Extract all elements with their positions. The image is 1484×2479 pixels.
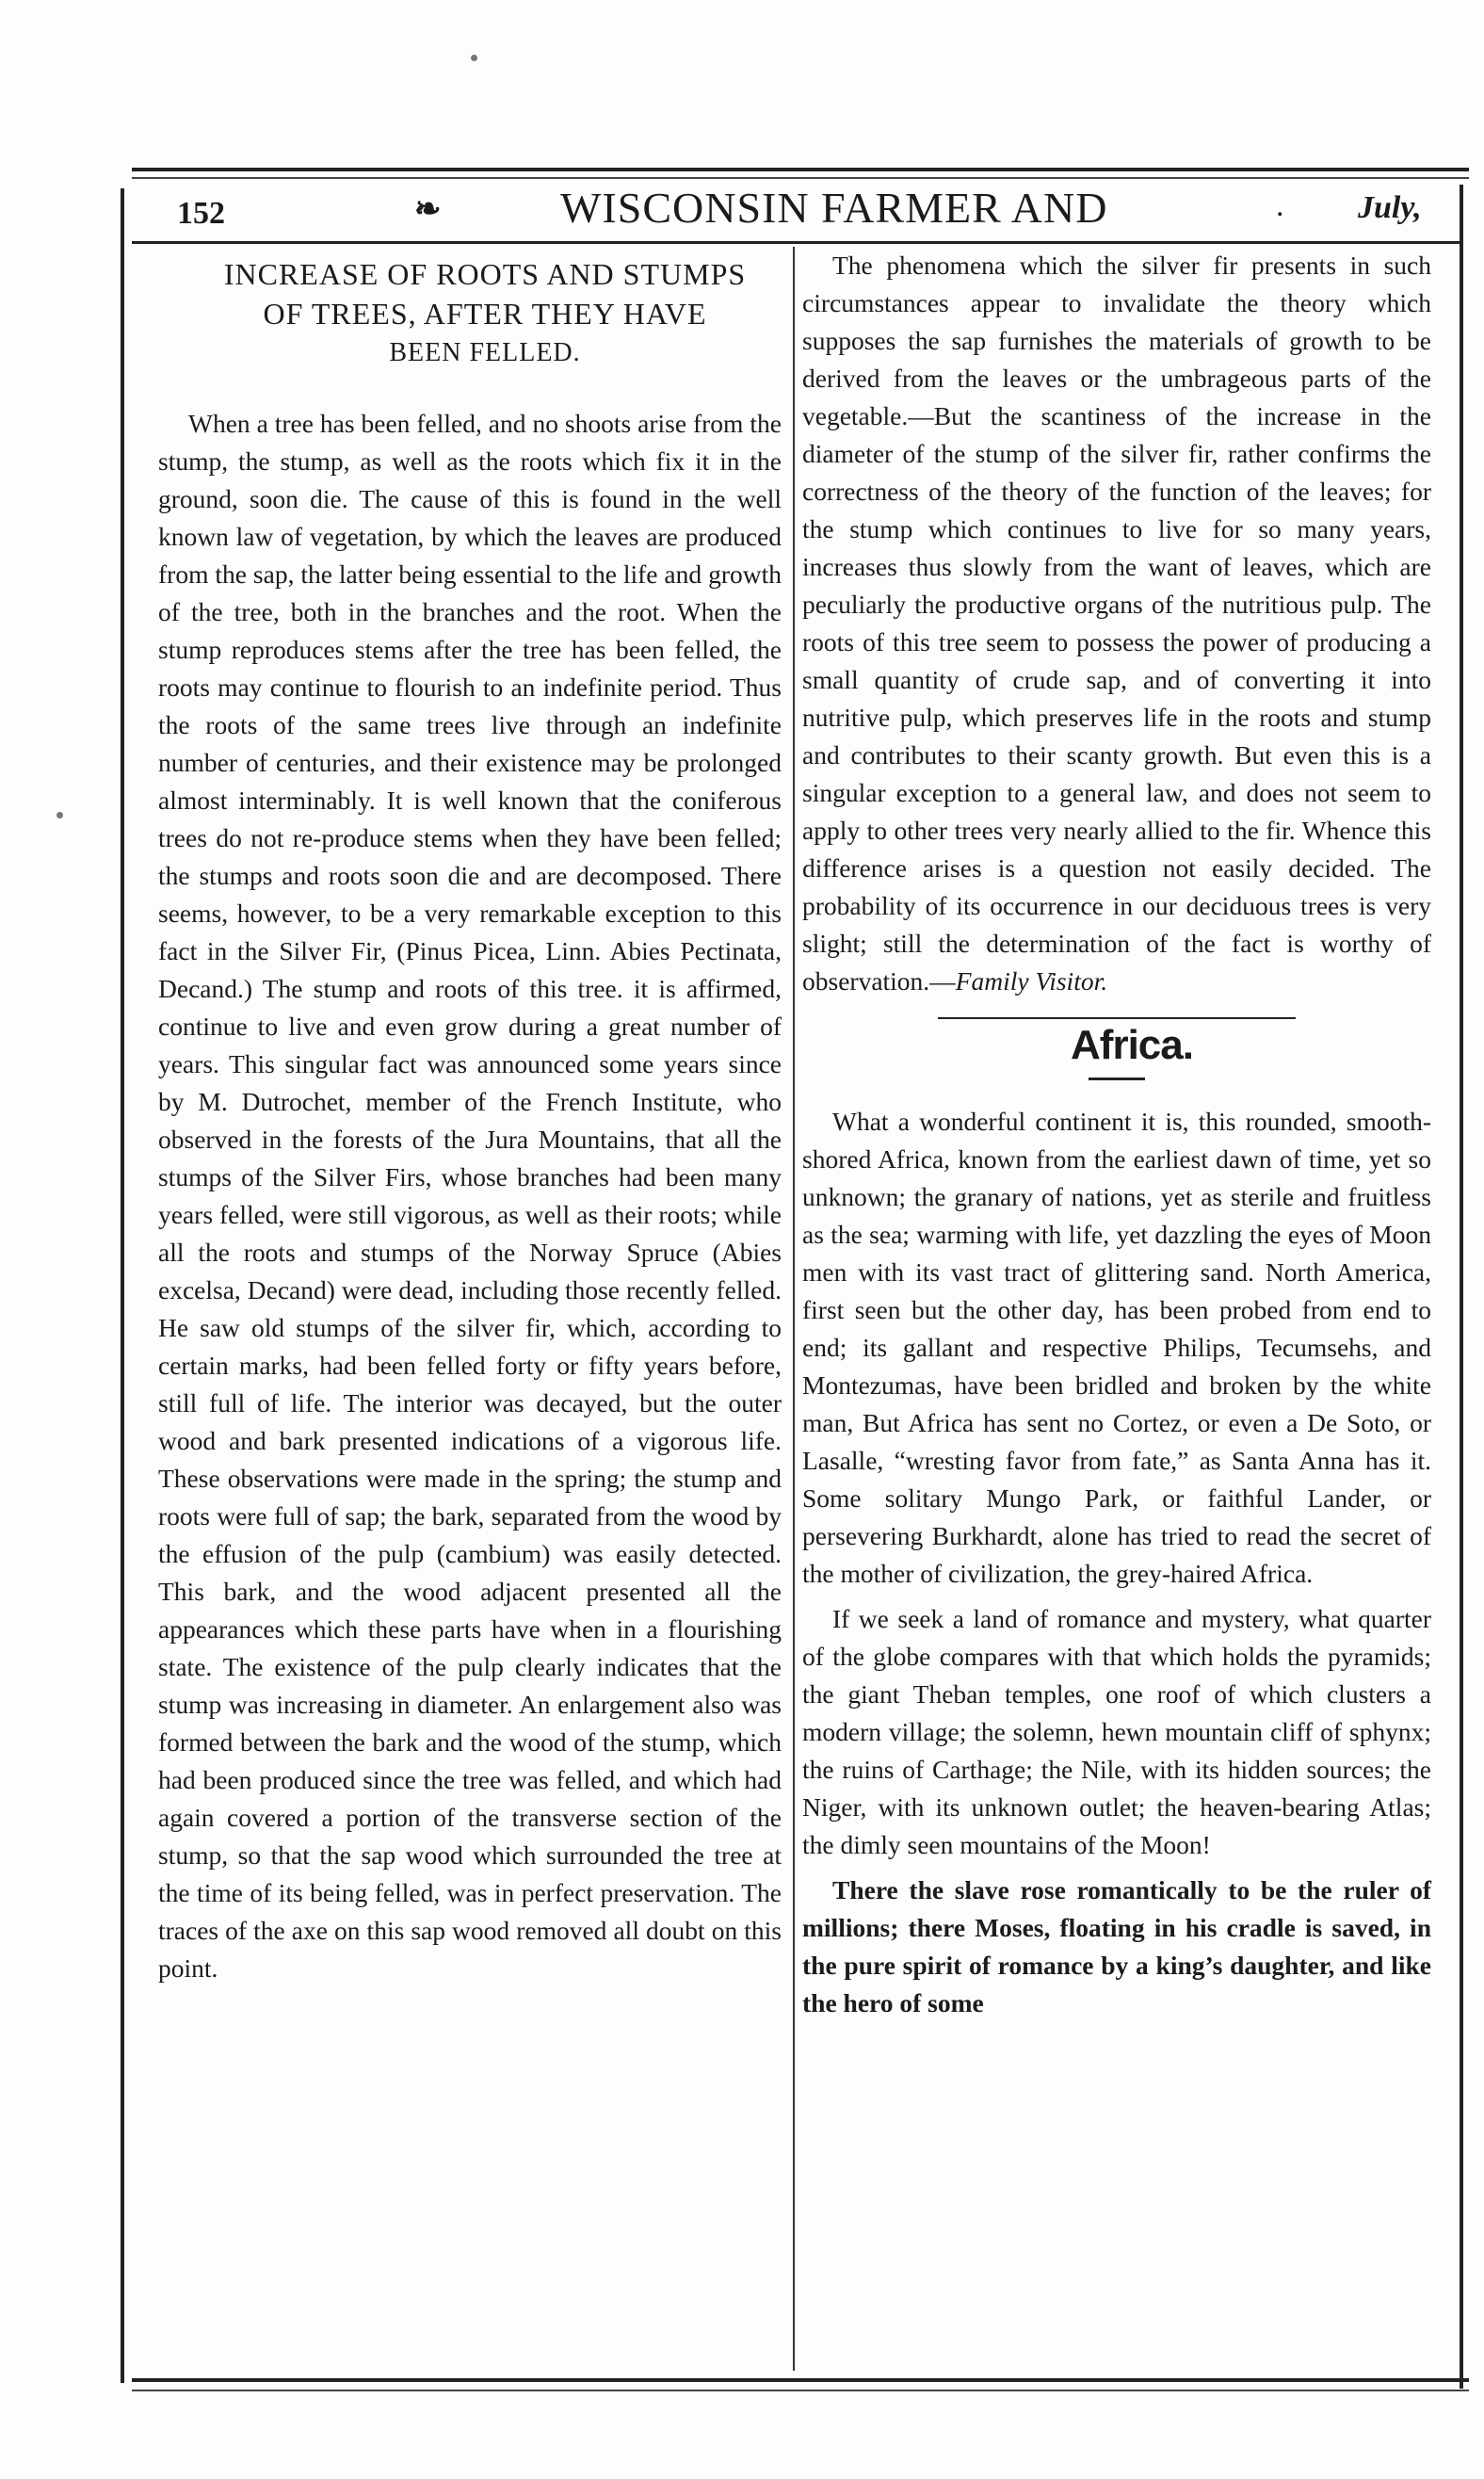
print-speck: [471, 55, 477, 61]
article-paragraph: If we seek a land of romance and mystery, what quarter of the globe compares with that which holds the pyramids; the giant Theban temples, one roof of which clusters a modern village; the solemn, hewn mountain cliff of sphynx; the ruins of Carthage; the Nile, with its hidden sources; the Niger, with its unknown outlet; the heaven-bearing Atlas; the dimly seen mountains of the Moon!: [802, 1604, 1431, 1859]
left-column: [158, 247, 782, 1987]
bottom-rule: [132, 2378, 1469, 2382]
header-rule: [132, 241, 1460, 244]
article-source: Family Visitor.: [955, 966, 1108, 996]
page-number: 152: [177, 196, 225, 231]
top-rule-thin: [132, 177, 1469, 179]
article-paragraph: When a tree has been felled, and no shoots arise from the stump, the stump, as well as the roots which fix it in the ground, soon die. The cause of this is found in the well known law of vegetation, by which the leaves are produced from the sap, the latter being essential to the life and growth of the tree, both in the branches and the root. When the stump reproduces stems after the tree has been felled, the roots may continue to flourish to an indefinite period. Thus the roots of the same trees live through an indefinite number of centuries, and their existence may be prolonged almost interminably. It is well known that the coniferous trees do not re-produce stems when they have been felled; the stumps and roots soon die and are decomposed. There seems, however, to be a very remarkable exception to this fact in the Silver Fir, (Pinus Picea, Linn. Abies Pectinata, Decand.) The stump and roots of this tree. it is affirmed, continue to live and even grow during a great number of years. This singular fact was announced some years since by M. Dutrochet, member of the French Institute, who observed in the forests of the Jura Mountains, that all the stumps of the Silver Firs, whose branches had been many years felled, were still vigorous, as well as their roots; while all the roots and stumps of the Norway Spruce (Abies excelsa, Decand) were dead, including those recently felled. He saw old stumps of the silver fir, which, according to certain marks, had been felled forty or fifty years before, still full of life. The interior was decayed, but the outer wood and bark presented indications of a vigorous life. These observations were made in the spring; the stump and roots were full of sap; the bark, separated from the wood by the effusion of the pulp (cambium) was easily detected. This bark, and the wood adjacent presented all the appearances which these parts have when in a flourishing state. The existence of the pulp clearly indicates that the stump was increasing in diameter. An enlargement also was formed between the bark and the wood of the stump, which had been produced since the tree was felled, and which had again covered a portion of the transverse section of the stump, so that the sap wood which surrounded the tree at the time of its being felled, was in perfect preservation. The traces of the axe on this sap wood removed all doubt on this point.: [158, 409, 782, 1983]
issue-month: July,: [1358, 190, 1422, 225]
fleuron-mark: ❧: [414, 192, 442, 227]
header-dot: .: [1276, 188, 1284, 223]
article-paragraph: There the slave rose romantically to be the ruler of millions; there Moses, floating in his cradle is saved, in the pure spirit of romance by a king’s daughter, and like the hero of some: [802, 1875, 1431, 2017]
left-border-rule: [121, 188, 124, 2383]
article-paragraph: What a wonderful continent it is, this rounded, smooth-shored Africa, known from the earliest dawn of time, yet so unknown; the granary of nations, yet as sterile and fruitless as the sea; warming with life, yet dazzling the eyes of Moon men with its vast tract of glittering sand. North America, first seen but the other day, has been probed from end to end; its gallant and respective Philips, Tecumsehs, and Montezumas, have been bridled and broken by the white man, But Africa has sent no Cortez, or even a De Soto, or Lasalle, “wresting favor from fate,” as Santa Anna has it. Some solitary Mungo Park, or faithful Lander, or persevering Burkhardt, alone has tried to read the secret of the mother of civilization, the grey-haired Africa.: [802, 1107, 1431, 1588]
article-title: Africa.: [1071, 1022, 1193, 1068]
article-body-text: The phenomena which the silver fir presents in such circumstances appear to invalidate the theory which supposes the sap furnishes the materials of growth to be derived from the leaves or the umbrageous parts of the vegetable.—But the scantiness of the increase in the diameter of the stump of the silver fir, rather confirms the correctness of the theory of the function of the leaves; for the stump which continues to live for so many years, increases thus slowly from the want of leaves, which are peculiarly the productive organs of the nutritious pulp. The roots of this tree seem to possess the power of producing a small quantity of crude sap, and of converting it into nutritive pulp, which preserves life in the roots and stump and contributes to their scanty growth. But even this is a singular exception to a general law, and does not seem to apply to other trees very nearly allied to the fir. Whence this difference arises is a question not easily decided. The probability of its occurrence in our deciduous trees is very slight; still the determination of the fact is worthy of observation.—: [802, 251, 1431, 996]
right-border-rule: [1460, 185, 1463, 2389]
journal-title: WISCONSIN FARMER AND: [560, 184, 1108, 232]
article-title-line: BEEN FELLED.: [389, 338, 581, 367]
column-divider: [793, 247, 795, 2371]
article-title-line: INCREASE OF ROOTS AND STUMPS: [223, 257, 747, 291]
article-paragraph-continued: [802, 247, 1431, 1000]
bottom-rule-thin: [132, 2390, 1469, 2391]
title-underline: [1089, 1077, 1145, 1080]
running-header: [132, 183, 1450, 235]
print-speck: [56, 812, 63, 818]
article-title-line: OF TREES, AFTER THEY HAVE: [263, 297, 707, 331]
right-column: [802, 247, 1431, 2022]
top-rule: [132, 168, 1469, 171]
